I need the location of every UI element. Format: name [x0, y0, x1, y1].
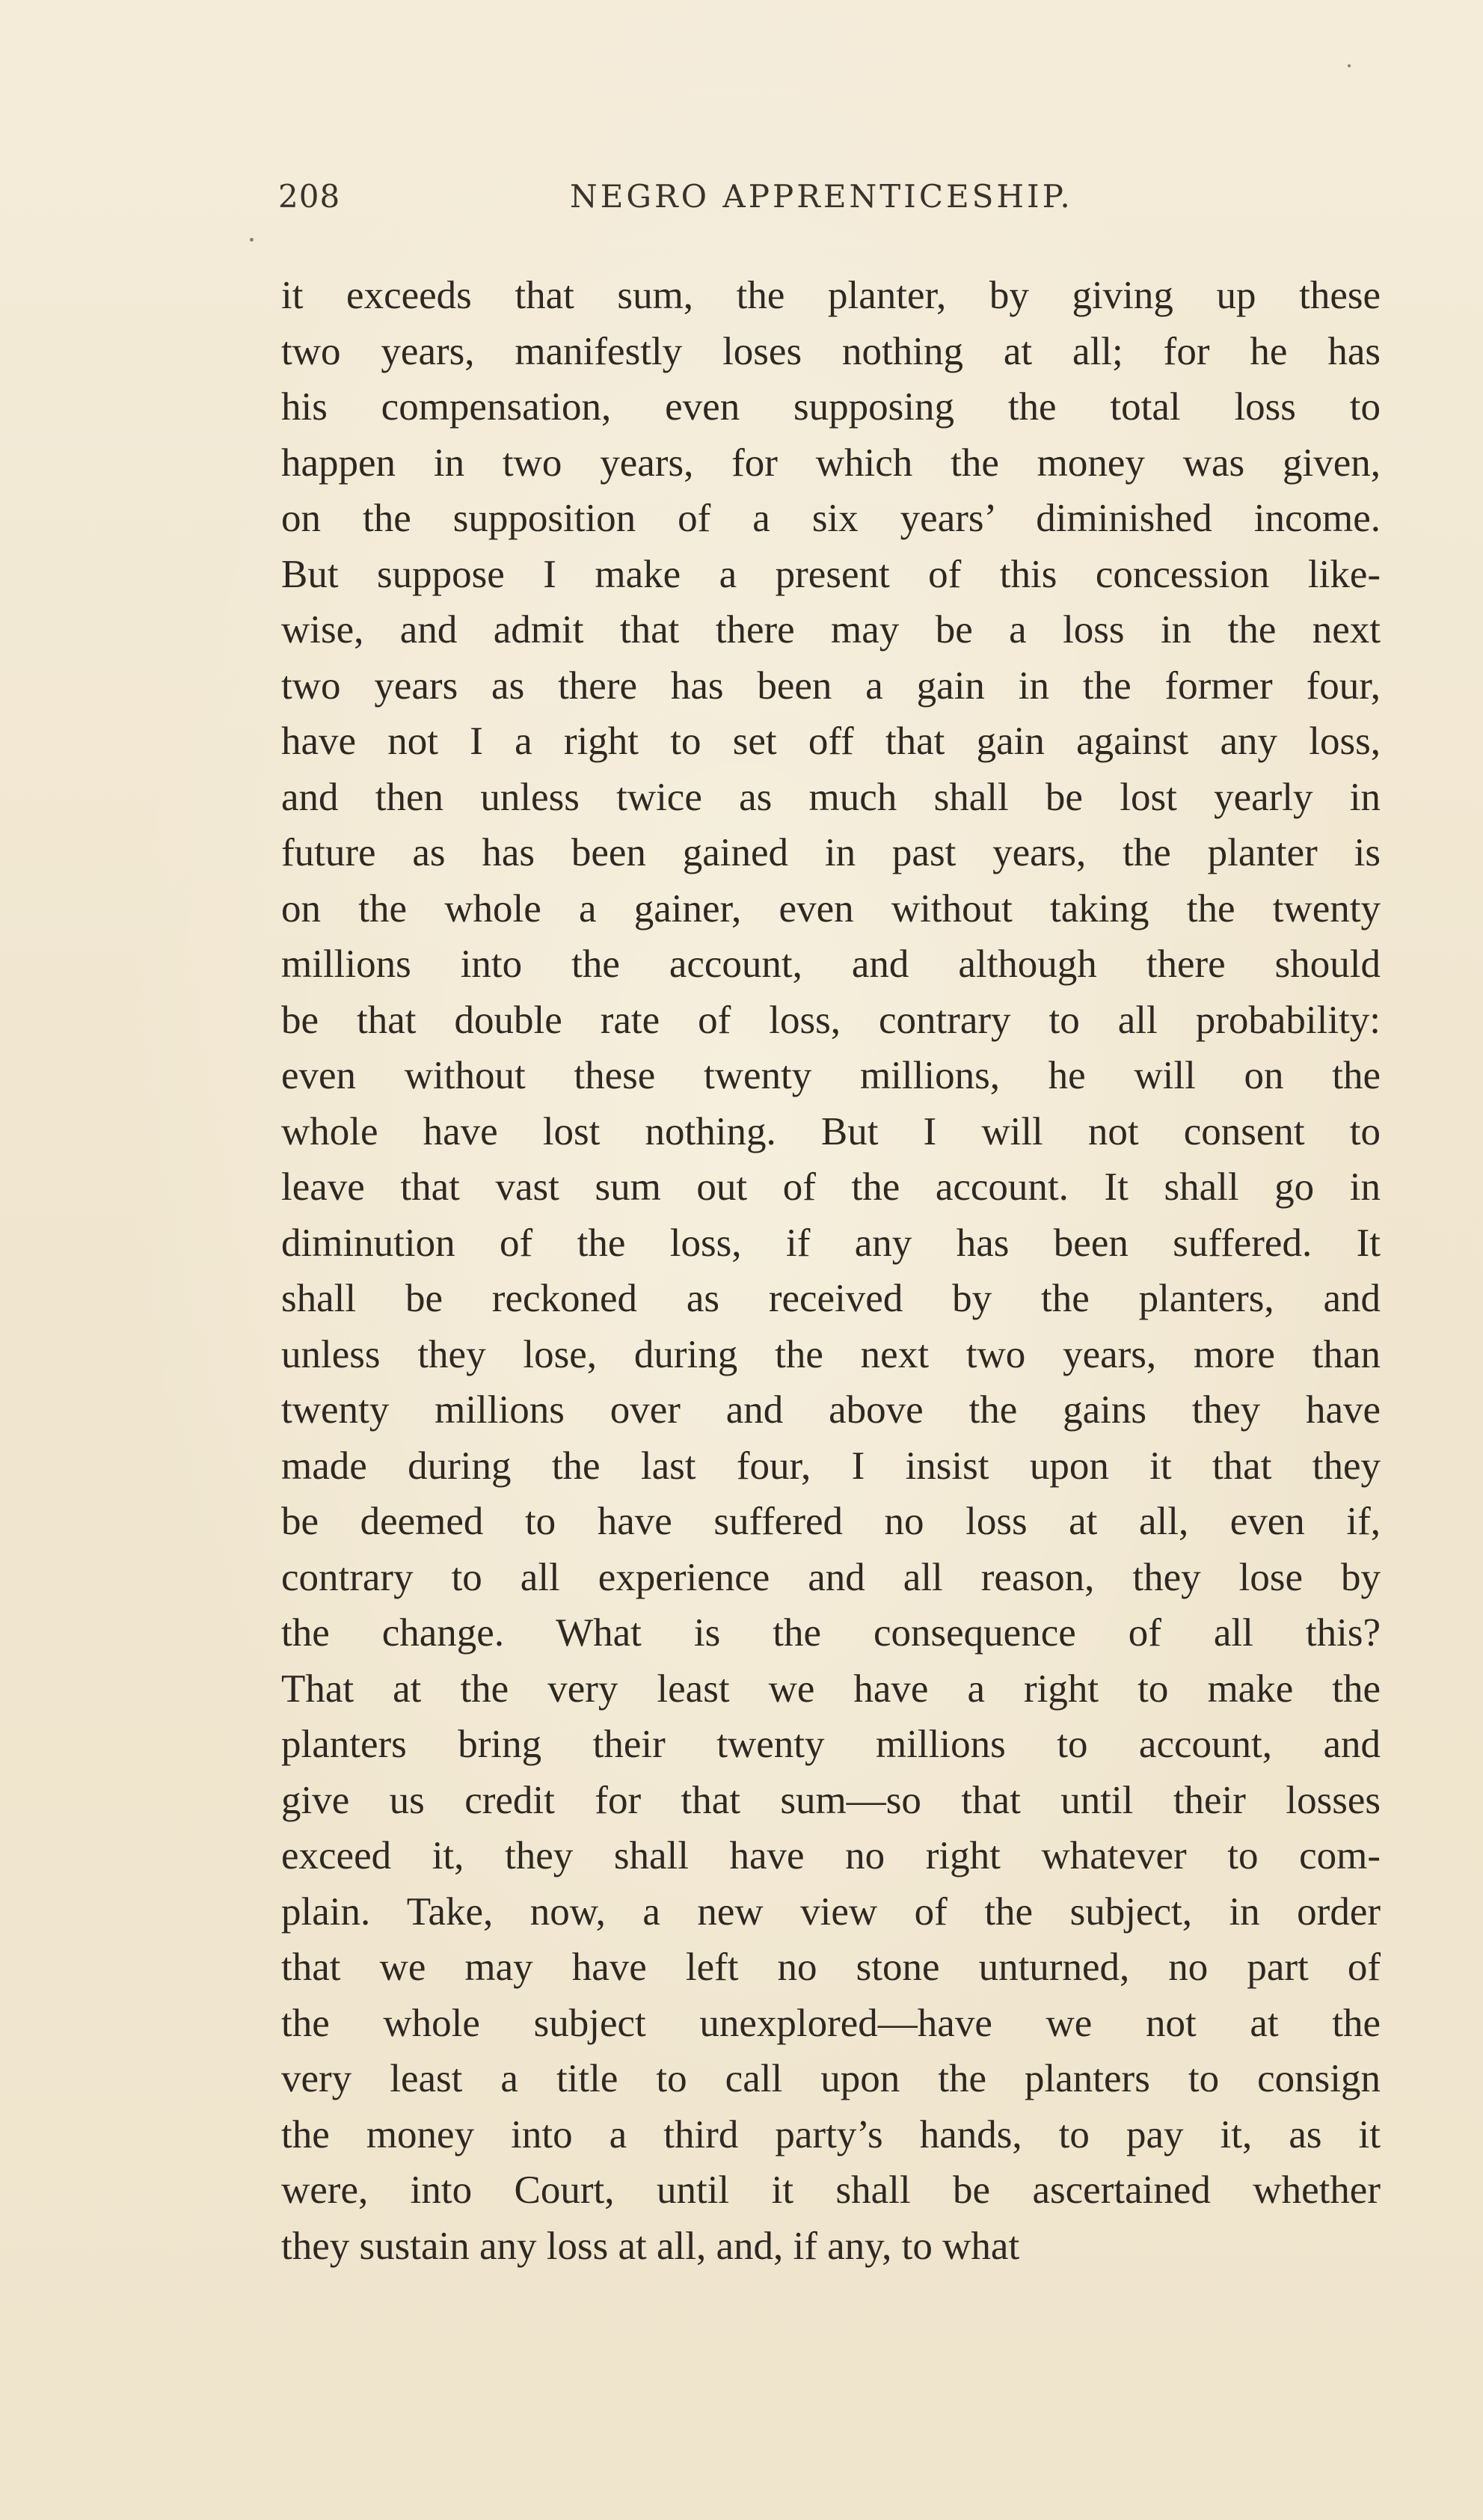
text-line: But suppose I make a present of this concession like- — [281, 552, 1381, 596]
text-line: contrary to all experience and all reason, they lose by — [281, 1555, 1381, 1599]
text-line: on the whole a gainer, even without taking the twenty — [281, 886, 1381, 931]
text-line: twenty millions over and above the gains they have — [281, 1388, 1381, 1432]
text-line: plain. Take, now, a new view of the subject, in order — [281, 1889, 1381, 1934]
running-head — [278, 178, 1378, 230]
text-line: made during the last four, I insist upon it that they — [281, 1444, 1381, 1488]
text-line: his compensation, even supposing the total loss to — [281, 385, 1381, 429]
text-line: be deemed to have suffered no loss at all, even if, — [281, 1500, 1381, 1543]
text-line: unless they lose, during the next two years, more than — [281, 1332, 1381, 1376]
text-line: future as has been gained in past years, the planter is — [281, 831, 1381, 874]
text-line: leave that vast sum out of the account. It shall go in — [281, 1165, 1381, 1209]
running-title: NEGRO APPRENTICESHIP. — [570, 178, 1073, 215]
text-line: and then unless twice as much shall be lost yearly in — [281, 775, 1381, 819]
text-line: happen in two years, for which the money was given, — [281, 441, 1381, 485]
page-number: 208 — [278, 178, 341, 215]
text-line: shall be reckoned as received by the planters, and — [281, 1277, 1381, 1320]
paper-speck — [250, 238, 254, 242]
text-line: that we may have left no stone unturned, no part of — [281, 1946, 1381, 1989]
text-line: wise, and admit that there may be a loss in the next — [281, 608, 1381, 652]
text-line: they sustain any loss at all, and, if any, to what — [281, 2224, 1020, 2268]
text-line: whole have lost nothing. But I will not consent to — [281, 1109, 1381, 1153]
text-line: planters bring their twenty millions to account, and — [281, 1723, 1381, 1766]
text-line: the money into a third party’s hands, to pay it, as it — [281, 2112, 1381, 2156]
text-line: have not I a right to set off that gain against any loss, — [281, 720, 1381, 763]
text-line: millions into the account, and although there should — [281, 942, 1381, 986]
text-line: two years as there has been a gain in the former four, — [281, 663, 1381, 708]
text-line: two years, manifestly loses nothing at all; for he has — [281, 329, 1381, 373]
text-line: were, into Court, until it shall be ascertained whether — [281, 2168, 1381, 2212]
text-line: on the supposition of a six years’ diminished income. — [281, 497, 1381, 540]
text-line: give us credit for that sum—so that until their losses — [281, 1778, 1381, 1822]
text-line: even without these twenty millions, he will on the — [281, 1054, 1381, 1097]
text-line: exceed it, they shall have no right whatever to com- — [281, 1834, 1381, 1877]
text-line: the change. What is the consequence of all this? — [281, 1611, 1381, 1655]
paper-speck — [1348, 64, 1351, 67]
text-line: the whole subject unexplored—have we not at the — [281, 2001, 1381, 2045]
body-text — [281, 268, 1381, 2274]
text-line: diminution of the loss, if any has been suffered. It — [281, 1221, 1381, 1265]
text-line: be that double rate of loss, contrary to all probability: — [281, 998, 1381, 1042]
text-line: it exceeds that sum, the planter, by giving up these — [281, 274, 1381, 317]
text-line: That at the very least we have a right to make the — [281, 1667, 1381, 1711]
text-line: very least a title to call upon the planters to consign — [281, 2057, 1381, 2100]
